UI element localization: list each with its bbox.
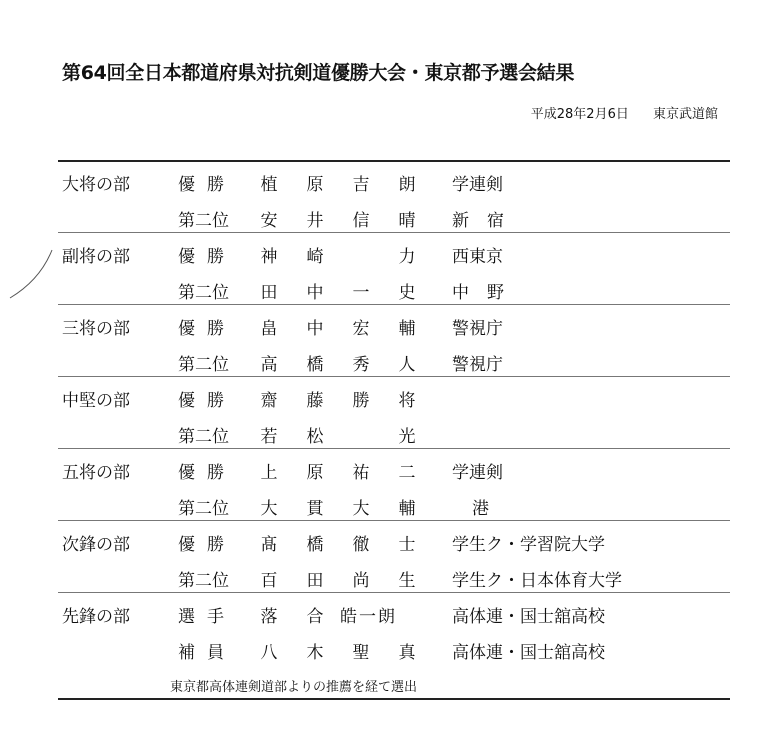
name-char: 生 [398,571,416,591]
name-char: 崎 [306,247,324,267]
rank-label: 優勝 [178,463,236,483]
event-date: 平成28年2月6日 [530,107,629,122]
name-char: 落 [260,607,278,627]
name-char: 原 [306,463,324,483]
division-name: 先鋒の部 [62,607,130,627]
name-char: 将 [398,391,416,411]
division-rule [58,376,730,377]
name-char: 木 [306,643,324,663]
rank-label: 優勝 [178,175,236,195]
affiliation: 学生ク・学習院大学 [452,535,605,555]
result-row [0,422,760,458]
division-name: 副将の部 [62,247,130,267]
affiliation: 西東京 [452,247,503,267]
result-row [0,206,760,242]
affiliation: 港 [472,499,489,519]
division-rule [58,520,730,521]
rank-label: 第二位 [178,571,229,591]
name-char: 齋 [260,391,278,411]
name-char: 植 [260,175,278,195]
name-char: 徹 [352,535,370,555]
division-name: 大将の部 [62,175,130,195]
rank-label: 第二位 [178,499,229,519]
affiliation: 学連剣 [452,175,503,195]
name-char: 貫 [306,499,324,519]
stray-pen-mark [0,240,60,310]
name-char: 八 [260,643,278,663]
name-char: 士 [398,535,416,555]
result-row [0,350,760,386]
rank-label: 第二位 [178,211,229,231]
name-char: 二 [398,463,416,483]
name-char: 祐 [352,463,370,483]
event-venue: 東京武道館 [652,107,718,122]
name-char: 聖 [352,643,370,663]
result-row [0,566,760,602]
rank-label: 優勝 [178,247,236,267]
division-name: 五将の部 [62,463,130,483]
affiliation: 中野 [452,283,522,303]
division-name: 次鋒の部 [62,535,130,555]
rank-label: 第二位 [178,355,229,375]
name-char: 晴 [398,211,416,231]
name-char: 畠 [260,319,278,339]
affiliation: 高体連・国士舘高校 [452,607,605,627]
name-char: 一 [352,283,370,303]
name-char: 上 [260,463,278,483]
result-row [0,170,760,206]
name-char: 秀 [352,355,370,375]
name-char: 百 [260,571,278,591]
division-name: 中堅の部 [62,391,130,411]
division-rule [58,304,730,305]
name-char: 神 [260,247,278,267]
name-char: 尚 [352,571,370,591]
name-char: 髙 [260,535,278,555]
result-row [0,530,760,566]
name-char: 松 [306,427,324,447]
result-row [0,278,760,314]
result-row [0,494,760,530]
name-char: 史 [398,283,416,303]
result-row [0,602,760,638]
affiliation: 学連剣 [452,463,503,483]
name-char: 若 [260,427,278,447]
rank-label: 優勝 [178,319,236,339]
footnote: 東京都高体連剣道部よりの推薦を経て選出 [170,680,418,695]
name-char: 井 [306,211,324,231]
name-char: 勝 [352,391,370,411]
affiliation: 学生ク・日本体育大学 [452,571,622,591]
result-row [0,638,760,674]
name-char: 藤 [306,391,324,411]
affiliation: 高体連・国士舘高校 [452,643,605,663]
name-char: 朗 [398,175,416,195]
name-char: 真 [398,643,416,663]
result-row [0,386,760,422]
name-char: 信 [352,211,370,231]
rank-label: 第二位 [178,427,229,447]
division-rule [58,592,730,593]
name-char: 宏 [352,319,370,339]
name-char: 大 [352,499,370,519]
division-rule [58,698,730,700]
affiliation: 警視庁 [452,319,503,339]
division-name: 三将の部 [62,319,130,339]
result-row [0,242,760,278]
name-char: 橋 [306,355,324,375]
name-char: 大 [260,499,278,519]
name-char: 田 [260,283,278,303]
table-top-rule [58,160,730,162]
name-char: 原 [306,175,324,195]
name-char: 光 [398,427,416,447]
division-rule [58,232,730,233]
name-char: 輔 [398,319,416,339]
page-title: 第64回全日本都道府県対抗剣道優勝大会・東京都予選会結果 [62,62,575,84]
name-char: 力 [398,247,416,267]
division-rule [58,448,730,449]
name-char: 合 [306,607,324,627]
rank-label: 補員 [178,643,236,663]
name-char: 中 [306,319,324,339]
name-char: 皓一朗 [340,607,397,627]
result-row [0,458,760,494]
name-char: 高 [260,355,278,375]
rank-label: 選手 [178,607,236,627]
affiliation: 新宿 [452,211,522,231]
name-char: 吉 [352,175,370,195]
result-row [0,314,760,350]
rank-label: 優勝 [178,535,236,555]
name-char: 中 [306,283,324,303]
name-char: 安 [260,211,278,231]
name-char: 輔 [398,499,416,519]
name-char: 人 [398,355,416,375]
name-char: 橋 [306,535,324,555]
event-meta [531,103,718,122]
affiliation: 警視庁 [452,355,503,375]
name-char: 田 [306,571,324,591]
rank-label: 優勝 [178,391,236,411]
rank-label: 第二位 [178,283,229,303]
